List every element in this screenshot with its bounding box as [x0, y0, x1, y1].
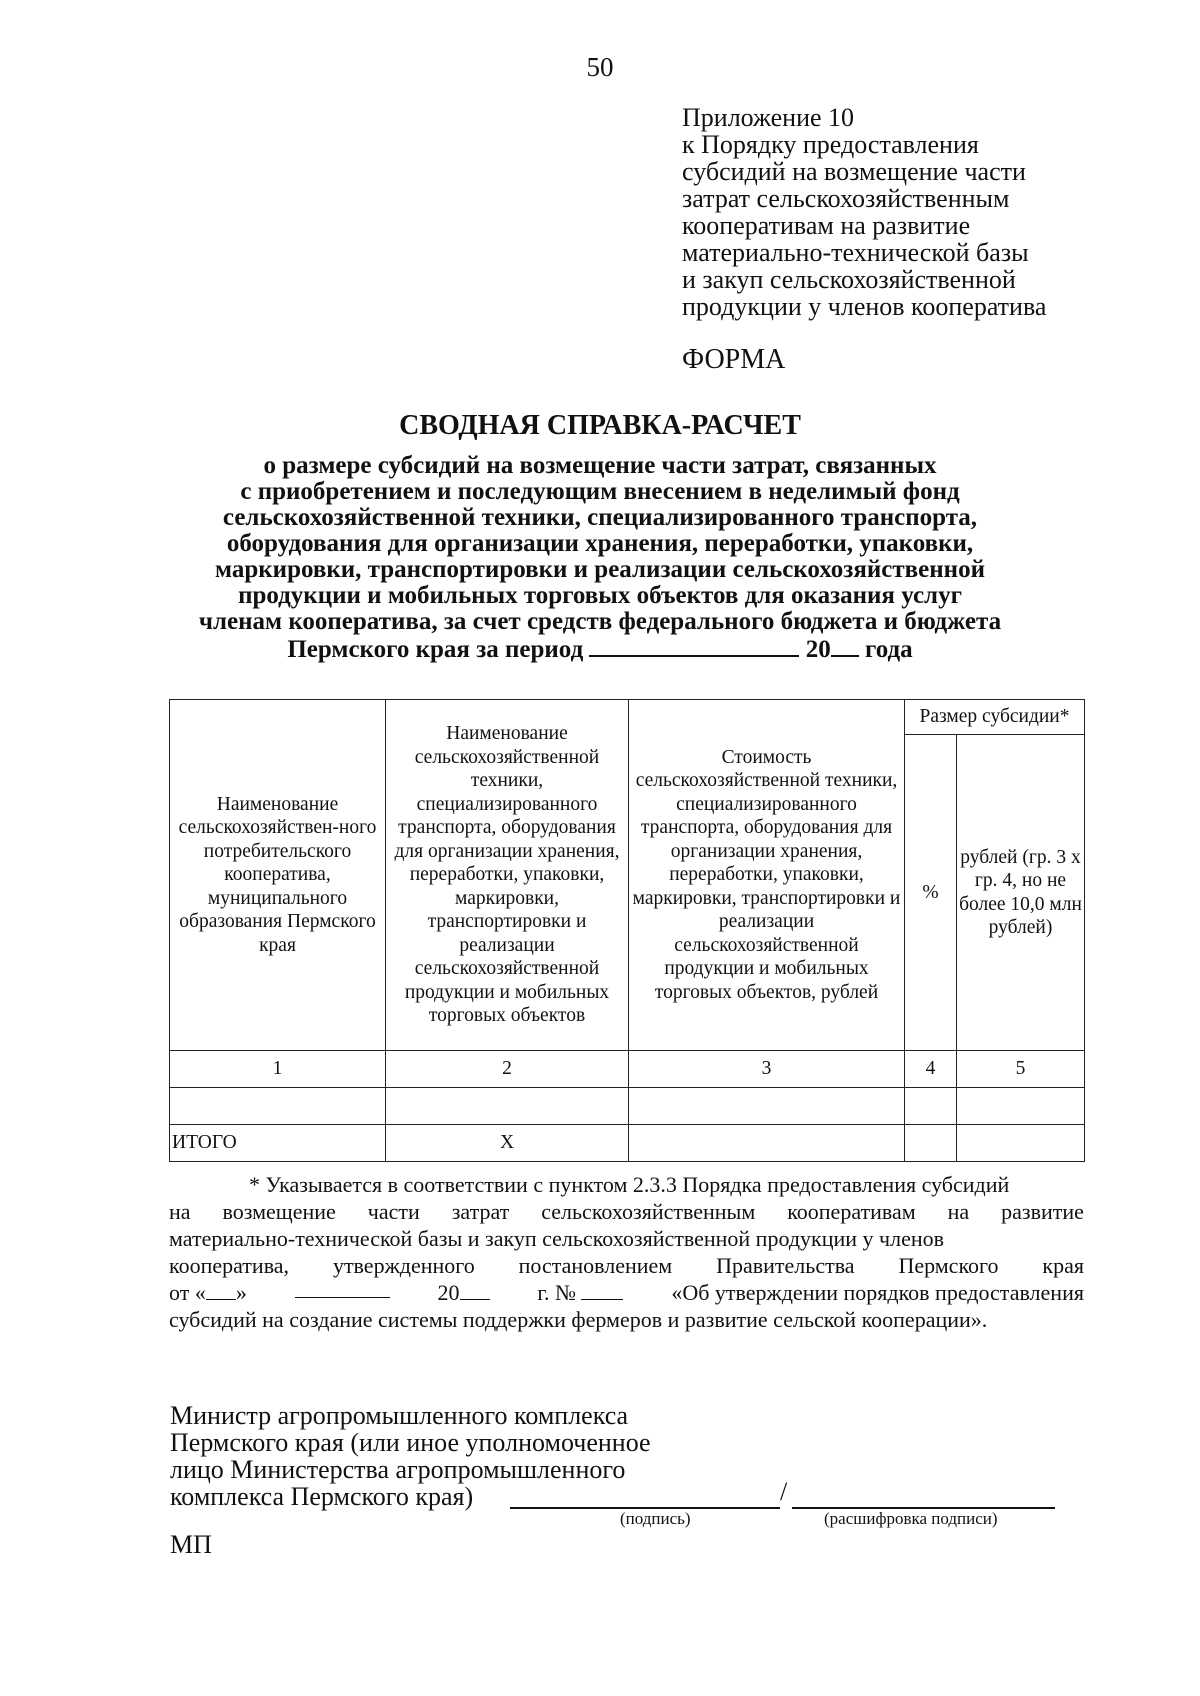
footnote-line	[169, 1252, 1084, 1279]
appendix-line: затрат сельскохозяйственным	[682, 184, 1010, 213]
table-cell[interactable]	[170, 1088, 386, 1125]
footnote-word: кооператива,	[169, 1253, 290, 1278]
footnote	[169, 1171, 1084, 1333]
appendix-line: материально-технической базы	[682, 238, 1029, 267]
page-number: 50	[586, 52, 614, 82]
signatory-line: лицо Министерства агропромышленного	[170, 1455, 626, 1484]
signature-block	[170, 1402, 651, 1510]
table-cell[interactable]	[629, 1088, 905, 1125]
period-prefix: Пермского края за период	[287, 636, 584, 663]
year-prefix: 20	[437, 1280, 460, 1305]
header-percent: %	[905, 735, 957, 1051]
subtitle-line: сельскохозяйственной техники, специализированного транспорта,	[222, 504, 978, 531]
total-label: ИТОГО	[170, 1125, 386, 1162]
table-cell[interactable]	[386, 1088, 629, 1125]
appendix-line: к Порядку предоставления	[682, 130, 979, 159]
period-blank[interactable]	[589, 635, 799, 657]
footnote-word: постановлением	[518, 1253, 673, 1278]
appendix-line: субсидий на возмещение части	[682, 157, 1026, 186]
column-number: 5	[957, 1051, 1085, 1088]
footnote-word: сельскохозяйственным	[541, 1199, 756, 1224]
year-blank[interactable]	[831, 635, 859, 657]
column-number: 2	[386, 1051, 629, 1088]
footnote-word: затрат	[451, 1199, 510, 1224]
signatory-line: Пермского края (или иное уполномоченное	[170, 1428, 651, 1457]
total-row	[170, 1125, 1085, 1162]
date-quote: »	[235, 1280, 247, 1305]
column-number: 1	[170, 1051, 386, 1088]
footnote-line	[169, 1279, 1084, 1306]
number-blank[interactable]	[581, 1281, 623, 1300]
subtitle-line: оборудования для организации хранения, переработки, упаковки,	[226, 530, 974, 557]
subtitle-line: членам кооператива, за счет средств федерального бюджета и бюджета	[198, 608, 1002, 635]
footnote-word: развитие	[1001, 1199, 1084, 1224]
footnote-word: части	[367, 1199, 420, 1224]
period-suffix: года	[864, 636, 913, 663]
number-label: г. №	[537, 1280, 576, 1305]
stamp-label: МП	[170, 1530, 212, 1559]
table-cell[interactable]	[905, 1088, 957, 1125]
header-subsidy-group: Размер субсидии*	[905, 700, 1085, 735]
header-cooperative: Наименование сельскохозяйствен-ного потребительского кооператива, муниципального образования Пермского края	[170, 700, 386, 1051]
footnote-word: Правительства	[716, 1253, 855, 1278]
footnote-number	[537, 1279, 623, 1306]
header-rubles: рублей (гр. 3 х гр. 4, но не более 10,0 млн рублей)	[957, 735, 1085, 1051]
appendix-line: Приложение 10	[682, 103, 855, 132]
footnote-line: материально-технической базы и закуп сельскохозяйственной продукции у членов	[169, 1226, 944, 1251]
column-number: 3	[629, 1051, 905, 1088]
year-blank[interactable]	[460, 1281, 490, 1300]
empty-row	[170, 1088, 1085, 1125]
signature-caption: (подпись)	[620, 1509, 691, 1528]
header-equipment: Наименование сельскохозяйственной техники, специализированного транспорта, оборудования для организации хранения, переработки, упаковки, маркировки, транспортировки и реализации сельскохозяйственной продукции и мобильных торговых объектов	[386, 700, 629, 1051]
footnote-line: субсидий на создание системы поддержки фермеров и развитие сельской кооперации».	[169, 1307, 988, 1332]
signatory-line: Министр агропромышленного комплекса	[170, 1401, 629, 1430]
date-prefix: от «	[169, 1280, 206, 1305]
appendix-line: продукции у членов кооператива	[682, 292, 1047, 321]
appendix-line: кооперативам на развитие	[682, 211, 971, 240]
subtitle-line: продукции и мобильных торговых объектов для оказания услуг	[238, 582, 962, 609]
footnote-word: края	[1042, 1253, 1084, 1278]
footnote-word: утвержденного	[332, 1253, 475, 1278]
table-cell[interactable]	[957, 1088, 1085, 1125]
header-cost: Стоимость сельскохозяйственной техники, специализированного транспорта, оборудования для организации хранения, переработки, упаковки, маркировки, транспортировки и реализации сельскохозяйственной продукции и мобильных торговых объектов, рублей	[629, 700, 905, 1051]
subtitle-line: с приобретением и последующим внесением в неделимый фонд	[240, 478, 960, 505]
period-year: 20	[805, 636, 831, 663]
decode-caption: (расшифровка подписи)	[824, 1509, 998, 1528]
document-subtitle	[130, 453, 1070, 663]
total-percent-cell[interactable]	[905, 1125, 957, 1162]
signature-separator: /	[780, 1477, 788, 1506]
footnote-date	[169, 1279, 247, 1306]
footnote-word: кооперативам	[787, 1199, 916, 1224]
footnote-word: Пермского	[898, 1253, 999, 1278]
footnote-decree-title: «Об утверждении порядков предоставления	[671, 1280, 1084, 1305]
footnote-line	[169, 1198, 1084, 1225]
appendix-reference	[682, 104, 1046, 320]
footnote-year	[438, 1279, 490, 1306]
month-blank[interactable]	[295, 1279, 390, 1298]
day-blank[interactable]	[206, 1281, 236, 1300]
appendix-line: и закуп сельскохозяйственной	[682, 265, 1016, 294]
subtitle-line: маркировки, транспортировки и реализации сельскохозяйственной	[215, 556, 985, 583]
signatory-line: комплекса Пермского края)	[170, 1482, 474, 1511]
column-number-row	[170, 1051, 1085, 1088]
form-label: ФОРМА	[682, 344, 786, 375]
total-equipment-cell: Х	[386, 1125, 629, 1162]
footnote-line: * Указывается в соответствии с пунктом 2.3.3 Порядка предоставления субсидий	[249, 1172, 1010, 1197]
footnote-word: на	[947, 1199, 970, 1224]
total-rubles-cell[interactable]	[957, 1125, 1085, 1162]
period-line	[130, 635, 1070, 663]
document-title: СВОДНАЯ СПРАВКА-РАСЧЕТ	[399, 410, 801, 441]
total-cost-cell[interactable]	[629, 1125, 905, 1162]
subsidy-table	[169, 699, 1085, 1162]
footnote-word: возмещение	[222, 1199, 336, 1224]
column-number: 4	[905, 1051, 957, 1088]
subtitle-line: о размере субсидий на возмещение части затрат, связанных	[263, 452, 937, 479]
footnote-word: на	[169, 1199, 191, 1224]
